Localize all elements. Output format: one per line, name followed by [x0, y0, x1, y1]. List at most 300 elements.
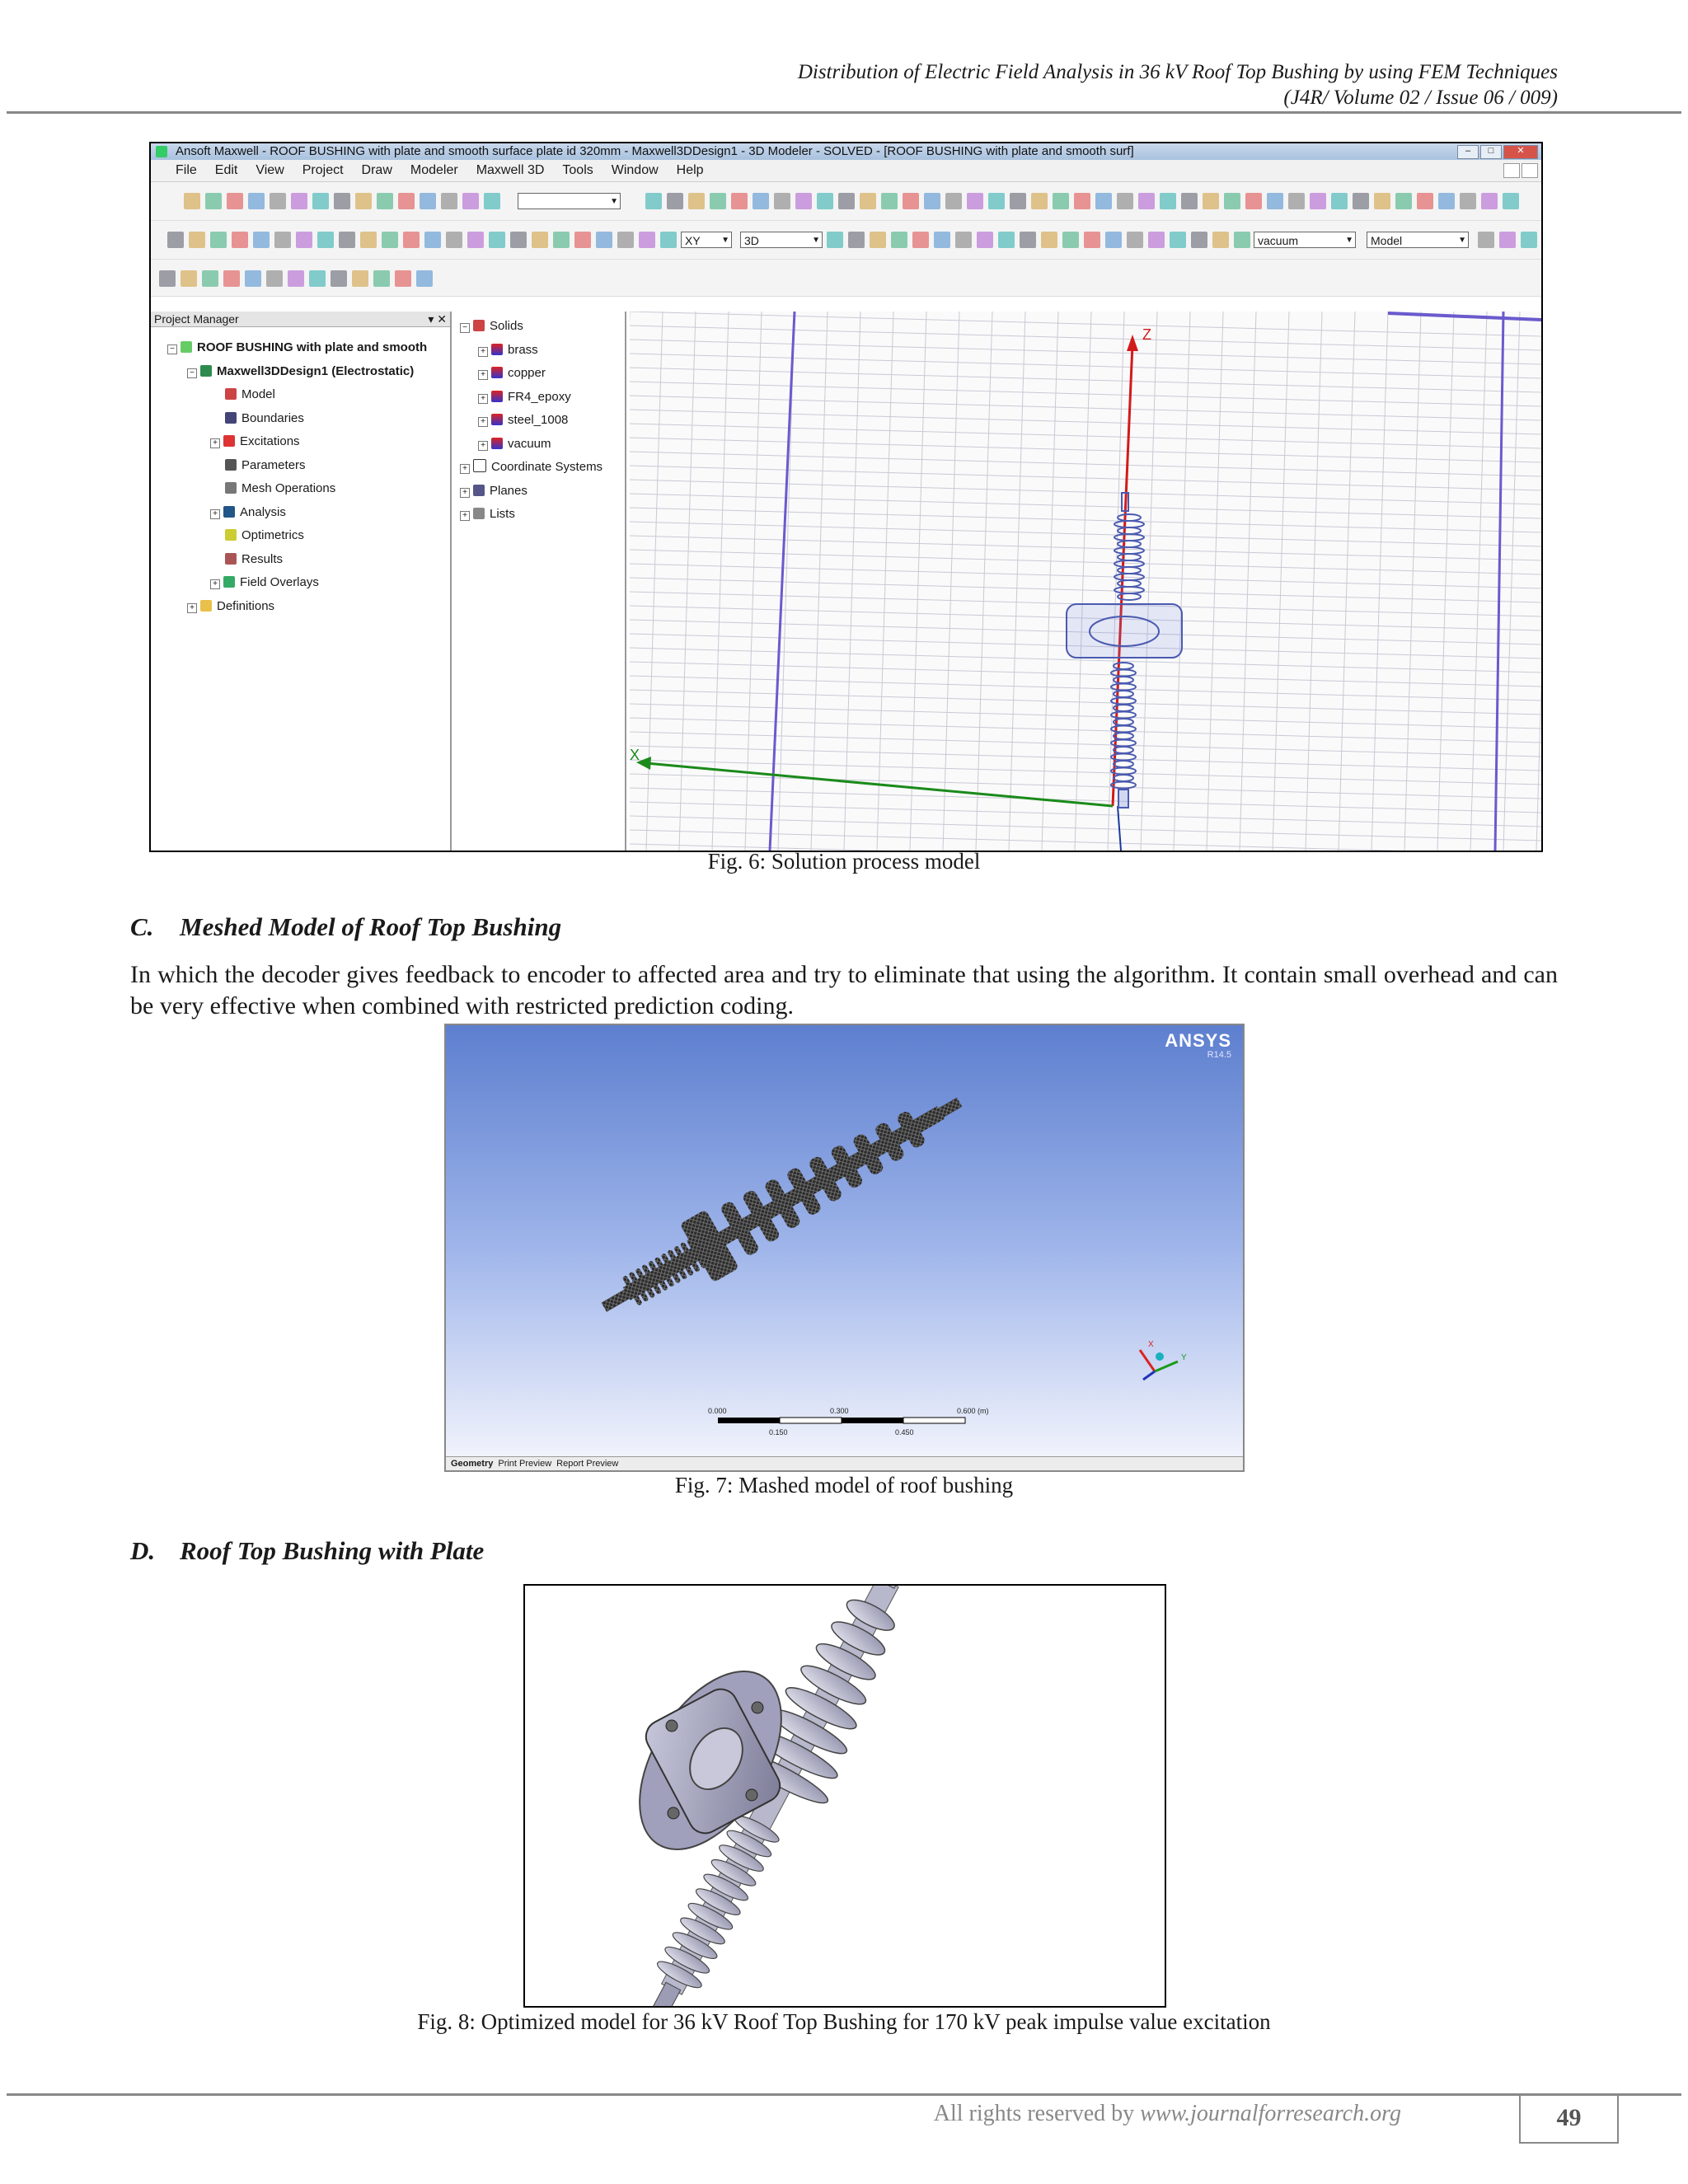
toolbar-icon[interactable] — [660, 232, 677, 248]
scale-segment — [718, 1418, 780, 1423]
grid-boundary-line — [1388, 313, 1541, 320]
grid-line — [1404, 312, 1421, 851]
toolbar-icon[interactable] — [352, 270, 368, 287]
grid-line — [679, 312, 696, 851]
view-tabs — [446, 1456, 1243, 1470]
section-c-paragraph: In which the decoder gives feedback to encoder to affected area and try to eliminate that using the algorithm. It contain small overhead and can be very effective when combined with restricted prediction coding. — [130, 961, 1558, 1019]
grid-line — [630, 662, 1541, 687]
toolbar-icon[interactable] — [1148, 232, 1165, 248]
toolbar-icon[interactable] — [360, 232, 377, 248]
toolbar-icon[interactable] — [977, 232, 993, 248]
bushing-cad-render — [523, 1584, 1166, 2008]
project-icon — [181, 341, 192, 353]
toolbar-icon[interactable] — [424, 232, 441, 248]
tree-item-definitions[interactable]: + Definitions — [167, 595, 427, 619]
toolbar-icon[interactable] — [1041, 232, 1057, 248]
toolbar-icon[interactable] — [1010, 193, 1026, 209]
toolbar-icon[interactable] — [881, 193, 898, 209]
toolbar-icon[interactable] — [1374, 193, 1390, 209]
toolbar-icon[interactable] — [355, 193, 372, 209]
tree-material-vacuum[interactable]: + vacuum — [460, 433, 603, 457]
running-header — [798, 59, 1558, 110]
grid-line — [630, 354, 1541, 378]
grid-line — [630, 788, 1541, 813]
toolbar-icon[interactable] — [1031, 193, 1048, 209]
ansys-version: R14.5 — [1207, 1050, 1231, 1060]
toolbar-icon[interactable] — [317, 232, 334, 248]
toolbar-icon[interactable] — [924, 193, 940, 209]
window-title: Ansoft Maxwell - ROOF BUSHING with plate and smooth surface plate id 320mm - Maxwell3DDesign1 - 3D Modeler - SOLVED - [ROOF BUSHING with plate and smooth surf] — [176, 144, 1134, 158]
toolbar-icon[interactable] — [731, 193, 748, 209]
toolbar-icon[interactable] — [838, 193, 855, 209]
toolbar-icon[interactable] — [1460, 193, 1476, 209]
tree-item-optimetrics[interactable]: Optimetrics — [167, 524, 427, 548]
section-d-title: Roof Top Bushing with Plate — [180, 1536, 485, 1565]
model-tree-pane — [455, 312, 626, 851]
toolbar-icon[interactable] — [420, 193, 436, 209]
project-manager-title: Project Manager — [154, 312, 239, 326]
menu-edit[interactable]: Edit — [214, 163, 238, 177]
toolbar-icon[interactable] — [377, 193, 393, 209]
x-axis-label: X — [630, 747, 640, 763]
grid-line — [630, 578, 1541, 602]
toolbar-row-3 — [151, 260, 1541, 297]
toolbar-icon[interactable] — [1203, 193, 1219, 209]
toolbar-icon[interactable] — [510, 232, 527, 248]
grid-line — [630, 564, 1541, 588]
tree-item-model[interactable]: Model — [167, 383, 427, 407]
toolbar-icon[interactable] — [1503, 193, 1519, 209]
mesh-icon — [225, 482, 237, 494]
shed-ring — [1114, 521, 1144, 527]
grid-line — [1141, 312, 1157, 851]
menu-maxwell3d[interactable]: Maxwell 3D — [476, 163, 545, 177]
triad-y-label: Y — [1181, 1353, 1187, 1362]
z-axis-label: Z — [1142, 326, 1151, 343]
toolbar-icon[interactable] — [1020, 232, 1036, 248]
toolbar-icon[interactable] — [596, 232, 612, 248]
grid-line — [811, 312, 828, 851]
menu-draw[interactable]: Draw — [361, 163, 392, 177]
toolbar-icon[interactable] — [998, 232, 1015, 248]
tree-planes[interactable]: + Planes — [460, 480, 603, 504]
tree-material-copper[interactable]: + copper — [460, 362, 603, 386]
toolbar-icon[interactable] — [205, 193, 222, 209]
toolbar-icon[interactable] — [688, 193, 705, 209]
optimetrics-icon — [225, 529, 237, 541]
toolbar-icon[interactable] — [934, 232, 950, 248]
toolbar-icon[interactable] — [1499, 232, 1516, 248]
folder-icon — [200, 600, 212, 612]
grid-line — [630, 732, 1541, 757]
toolbar-icon[interactable] — [296, 232, 312, 248]
lists-icon — [473, 508, 485, 519]
menu-bar — [151, 160, 1541, 182]
toolbar-icon[interactable] — [753, 193, 769, 209]
toolbar-icon[interactable] — [484, 193, 500, 209]
toolbar-icon[interactable] — [617, 232, 634, 248]
shed-ring — [1114, 677, 1133, 683]
boundaries-icon — [225, 412, 237, 424]
scale-segment — [842, 1418, 903, 1423]
tree-item-excitations[interactable]: + Excitations — [167, 430, 427, 454]
section-c-letter: C. — [130, 912, 154, 941]
plane-select[interactable]: XY ▼ — [681, 232, 732, 248]
toolbar-icon[interactable] — [202, 270, 218, 287]
maximize-button[interactable]: □ — [1480, 145, 1502, 159]
toolbar-dropdown[interactable] — [518, 193, 621, 209]
toolbar-icon[interactable] — [1310, 193, 1326, 209]
toolbar-icon[interactable] — [398, 193, 415, 209]
planes-icon — [473, 485, 485, 496]
tree-material-steel[interactable]: + steel_1008 — [460, 409, 603, 433]
toolbar-icon[interactable] — [245, 270, 261, 287]
pane-close-icon[interactable]: ▾ ✕ — [428, 312, 447, 326]
toolbar-icon[interactable] — [223, 270, 240, 287]
triad-x-line — [1140, 1350, 1155, 1371]
grid-line — [630, 676, 1541, 701]
toolbar-icon[interactable] — [955, 232, 972, 248]
scale-label: 0.450 — [895, 1428, 914, 1436]
project-tree — [167, 336, 427, 618]
shed-ring — [1114, 775, 1133, 781]
toolbar-icon[interactable] — [988, 193, 1005, 209]
toolbar-icon[interactable] — [532, 232, 548, 248]
tab-geometry[interactable]: Geometry — [451, 1459, 494, 1469]
toolbar-row-2 — [151, 221, 1541, 260]
bolt-icon — [668, 1807, 679, 1819]
toolbar-icon[interactable] — [339, 232, 355, 248]
tree-solids[interactable]: − Solids — [460, 315, 603, 339]
shed-ring — [1114, 587, 1144, 593]
mdi-minimize-button[interactable] — [1503, 163, 1520, 178]
toolbar-icon[interactable] — [1267, 193, 1283, 209]
grid-line — [630, 326, 1541, 350]
toolbar-icon[interactable] — [1074, 193, 1090, 209]
toolbar-icon[interactable] — [1062, 232, 1079, 248]
grid-line — [646, 312, 663, 851]
menu-project[interactable]: Project — [302, 163, 344, 177]
toolbar-icon[interactable] — [891, 232, 907, 248]
field-overlays-icon — [223, 576, 235, 588]
header-title: Distribution of Electric Field Analysis in 36 kV Roof Top Bushing by using FEM Techniques — [797, 61, 1558, 83]
toolbar-icon[interactable] — [1288, 193, 1305, 209]
triad-z-line — [1143, 1371, 1155, 1380]
menu-modeler[interactable]: Modeler — [410, 163, 458, 177]
toolbar-icon[interactable] — [270, 193, 286, 209]
section-c-title: Meshed Model of Roof Top Bushing — [180, 912, 562, 941]
toolbar-icon[interactable] — [1521, 232, 1537, 248]
grid-line — [943, 312, 959, 851]
bolt-icon — [666, 1720, 678, 1732]
project-manager-header — [151, 312, 450, 327]
toolbar-icon[interactable] — [1234, 232, 1250, 248]
toolbar-icon[interactable] — [1181, 193, 1198, 209]
fig7-caption: Fig. 7: Mashed model of roof bushing — [674, 1473, 1014, 1497]
toolbar-icon[interactable] — [382, 232, 398, 248]
toolbar-icon[interactable] — [860, 193, 876, 209]
header-volume: (J4R/ Volume 02 / Issue 06 / 009) — [1283, 87, 1558, 109]
triad-sphere — [1156, 1352, 1164, 1361]
material-icon — [491, 438, 503, 449]
mdi-restore-button[interactable] — [1522, 163, 1538, 178]
solids-icon — [473, 320, 485, 331]
meshed-top-terminal — [935, 1098, 962, 1119]
grid-line — [630, 396, 1541, 420]
material-icon — [491, 344, 503, 355]
toolbar-icon[interactable] — [827, 232, 843, 248]
ansys-logo: ANSYS — [1165, 1030, 1231, 1051]
z-axis-arrow-icon — [1127, 335, 1138, 351]
scale-segment — [903, 1418, 965, 1423]
grid-line — [630, 746, 1541, 771]
shed-ring — [1114, 663, 1133, 669]
grid-line — [630, 522, 1541, 546]
toolbar-icon[interactable] — [1170, 232, 1186, 248]
toolbar-icon[interactable] — [1224, 193, 1240, 209]
toolbar-icon[interactable] — [1053, 193, 1069, 209]
toolbar-icon[interactable] — [291, 193, 307, 209]
scale-bar — [708, 1407, 989, 1436]
toolbar-icon[interactable] — [181, 270, 197, 287]
toolbar-icon[interactable] — [553, 232, 570, 248]
material-select[interactable]: vacuum ▼ — [1254, 232, 1356, 248]
scale-label: 0.300 — [830, 1407, 849, 1415]
toolbar-icon[interactable] — [1095, 193, 1112, 209]
cad-canvas — [525, 1586, 1165, 2006]
tree-root[interactable]: − ROOF BUSHING with plate and smooth — [167, 336, 427, 360]
toolbar-icon[interactable] — [1395, 193, 1412, 209]
model-icon — [225, 388, 237, 400]
toolbar-icon[interactable] — [645, 193, 662, 209]
menu-file[interactable]: File — [176, 163, 197, 177]
model-tree — [460, 315, 603, 527]
scale-label: 0.000 — [708, 1407, 727, 1415]
toolbar-icon[interactable] — [1084, 232, 1100, 248]
tree-item-field-overlays[interactable]: + Field Overlays — [167, 571, 427, 595]
toolbar-icon[interactable] — [266, 270, 283, 287]
fig6-caption: Fig. 6: Solution process model — [707, 849, 981, 874]
toolbar-icon[interactable] — [210, 232, 227, 248]
model-select[interactable]: Model ▼ — [1367, 232, 1469, 248]
dimension-select[interactable]: 3D ▼ — [740, 232, 823, 248]
toolbar-icon[interactable] — [416, 270, 433, 287]
toolbar-icon[interactable] — [227, 193, 243, 209]
grid-line — [1174, 312, 1190, 851]
grid-line — [1207, 312, 1223, 851]
toolbar-icon[interactable] — [639, 232, 655, 248]
design-icon — [200, 365, 212, 377]
grid-line — [630, 704, 1541, 729]
grid-line — [877, 312, 893, 851]
toolbar-icon[interactable] — [331, 270, 347, 287]
toolbar-icon[interactable] — [395, 270, 411, 287]
shed-ring — [1118, 514, 1141, 521]
toolbar-icon[interactable] — [870, 232, 886, 248]
analysis-icon — [223, 506, 235, 518]
grid-line — [630, 424, 1541, 448]
tab-report-preview[interactable]: Report Preview — [556, 1459, 619, 1469]
tab-print-preview[interactable]: Print Preview — [498, 1459, 552, 1469]
toolbar-icon[interactable] — [232, 232, 248, 248]
tree-item-results[interactable]: Results — [167, 548, 427, 572]
grid-line — [630, 340, 1541, 364]
toolbar-icon[interactable] — [1478, 232, 1494, 248]
close-button[interactable]: ✕ — [1503, 145, 1538, 159]
toolbar-icon[interactable] — [574, 232, 591, 248]
grid-line — [1339, 312, 1355, 851]
tree-item-boundaries[interactable]: Boundaries — [167, 407, 427, 431]
toolbar-icon[interactable] — [403, 232, 420, 248]
toolbar-icon[interactable] — [489, 232, 505, 248]
ansys-mesh-view — [444, 1024, 1245, 1472]
menu-window[interactable]: Window — [611, 163, 659, 177]
tree-material-brass[interactable]: + brass — [460, 339, 603, 363]
toolbar-icon[interactable] — [795, 193, 812, 209]
toolbar-icon[interactable] — [817, 193, 833, 209]
toolbar-icon[interactable] — [467, 232, 484, 248]
toolbar-icon[interactable] — [848, 232, 865, 248]
triad-y-line — [1155, 1361, 1178, 1371]
maxwell-window — [149, 142, 1543, 852]
excitations-icon — [223, 435, 235, 447]
window-titlebar — [151, 143, 1541, 160]
footer-copyright — [934, 2101, 1401, 2127]
toolbar-icon[interactable] — [1417, 193, 1433, 209]
tree-coordinate-systems[interactable]: + Coordinate Systems — [460, 456, 603, 480]
toolbar-icon[interactable] — [1127, 232, 1143, 248]
grid-line — [630, 690, 1541, 715]
grid-line — [910, 312, 926, 851]
toolbar-icon[interactable] — [462, 193, 479, 209]
toolbar-icon[interactable] — [1331, 193, 1348, 209]
scale-label: 0.600 (m) — [957, 1407, 989, 1415]
toolbar-icon[interactable] — [1117, 193, 1133, 209]
grid-line — [630, 774, 1541, 799]
grid-line — [1042, 312, 1058, 851]
shed-ring — [1118, 554, 1141, 560]
toolbar-icon[interactable] — [189, 232, 205, 248]
grid-line — [1437, 312, 1454, 851]
footer-rule — [7, 2093, 1681, 2096]
tree-item-mesh-operations[interactable]: Mesh Operations — [167, 477, 427, 501]
results-icon — [225, 553, 237, 565]
toolbar-icon[interactable] — [159, 270, 176, 287]
footer-prefix: All rights reserved by — [933, 2101, 1141, 2126]
toolbar-icon[interactable] — [312, 193, 329, 209]
toolbar-icon[interactable] — [1438, 193, 1455, 209]
material-icon — [491, 391, 503, 402]
grid-line — [630, 368, 1541, 392]
menu-help[interactable]: Help — [676, 163, 704, 177]
3d-viewport[interactable] — [630, 312, 1541, 851]
grid-line — [844, 312, 860, 851]
grid-line — [1470, 312, 1487, 851]
menu-tools[interactable]: Tools — [562, 163, 593, 177]
toolbar-icon[interactable] — [667, 193, 683, 209]
toolbar-row-1 — [151, 182, 1541, 221]
grid-line — [630, 466, 1541, 490]
toolbar-icon[interactable] — [912, 232, 929, 248]
menu-view[interactable]: View — [256, 163, 284, 177]
grid — [630, 312, 1541, 851]
toolbar-icon[interactable] — [253, 232, 270, 248]
grid-line — [1306, 312, 1322, 851]
bolt-icon — [746, 1789, 757, 1801]
section-c-heading — [130, 912, 561, 942]
tree-design[interactable]: − Maxwell3DDesign1 (Electrostatic) — [167, 360, 427, 384]
toolbar-icon[interactable] — [1138, 193, 1155, 209]
toolbar-icon[interactable] — [1160, 193, 1176, 209]
toolbar-icon[interactable] — [1191, 232, 1207, 248]
toolbar-icon[interactable] — [446, 232, 462, 248]
page-number: 49 — [1519, 2094, 1619, 2144]
grid-line — [630, 410, 1541, 434]
toolbar-icon[interactable] — [1212, 232, 1229, 248]
grid-line — [1075, 312, 1091, 851]
tree-item-analysis[interactable]: + Analysis — [167, 501, 427, 525]
mounting-plate — [1067, 604, 1182, 658]
grid-line — [630, 382, 1541, 406]
toolbar-icon[interactable] — [248, 193, 265, 209]
shed-ring — [1114, 747, 1133, 753]
app-icon — [156, 146, 167, 157]
grid-line — [630, 438, 1541, 462]
tree-material-fr4[interactable]: + FR4_epoxy — [460, 386, 603, 410]
toolbar-icon[interactable] — [1105, 232, 1122, 248]
grid-line — [630, 718, 1541, 743]
bottom-terminal — [1118, 790, 1128, 808]
toolbar-icon[interactable] — [309, 270, 326, 287]
project-manager-pane — [151, 312, 452, 851]
material-icon — [491, 367, 503, 378]
toolbar-icon[interactable] — [167, 232, 184, 248]
material-icon — [491, 414, 503, 425]
grid-line — [630, 452, 1541, 476]
fig8-caption: Fig. 8: Optimized model for 36 kV Roof Top Bushing for 170 kV peak impulse value excitation — [417, 2009, 1271, 2034]
shed-ring — [1118, 541, 1141, 547]
toolbar-icon[interactable] — [903, 193, 919, 209]
toolbar-icon[interactable] — [967, 193, 983, 209]
footer-site-link[interactable]: www.journalforresearch.org — [1140, 2101, 1401, 2126]
scale-label: 0.150 — [769, 1428, 788, 1436]
toolbar-icon[interactable] — [710, 193, 726, 209]
meshed-bottom-terminal — [602, 1289, 631, 1312]
toolbar-icon[interactable] — [288, 270, 304, 287]
mesh-canvas — [446, 1025, 1243, 1454]
y-axis-line — [1118, 806, 1121, 851]
toolbar-icon[interactable] — [1481, 193, 1498, 209]
toolbar-icon[interactable] — [1245, 193, 1262, 209]
toolbar-icon[interactable] — [184, 193, 200, 209]
tree-lists[interactable]: + Lists — [460, 503, 603, 527]
section-d-letter: D. — [130, 1536, 156, 1565]
toolbar-icon[interactable] — [945, 193, 962, 209]
toolbar-icon[interactable] — [373, 270, 390, 287]
shed-ring — [1114, 761, 1133, 767]
toolbar-icon[interactable] — [334, 193, 350, 209]
viewport-canvas — [630, 312, 1541, 851]
toolbar-icon[interactable] — [1353, 193, 1369, 209]
tree-item-parameters[interactable]: Parameters — [167, 454, 427, 478]
toolbar-icon[interactable] — [774, 193, 790, 209]
grid-boundary-line — [770, 312, 795, 851]
toolbar-icon[interactable] — [441, 193, 457, 209]
toolbar-icon[interactable] — [274, 232, 291, 248]
minimize-button[interactable]: – — [1457, 145, 1479, 159]
grid-line — [630, 760, 1541, 785]
shed-ring — [1118, 527, 1141, 534]
